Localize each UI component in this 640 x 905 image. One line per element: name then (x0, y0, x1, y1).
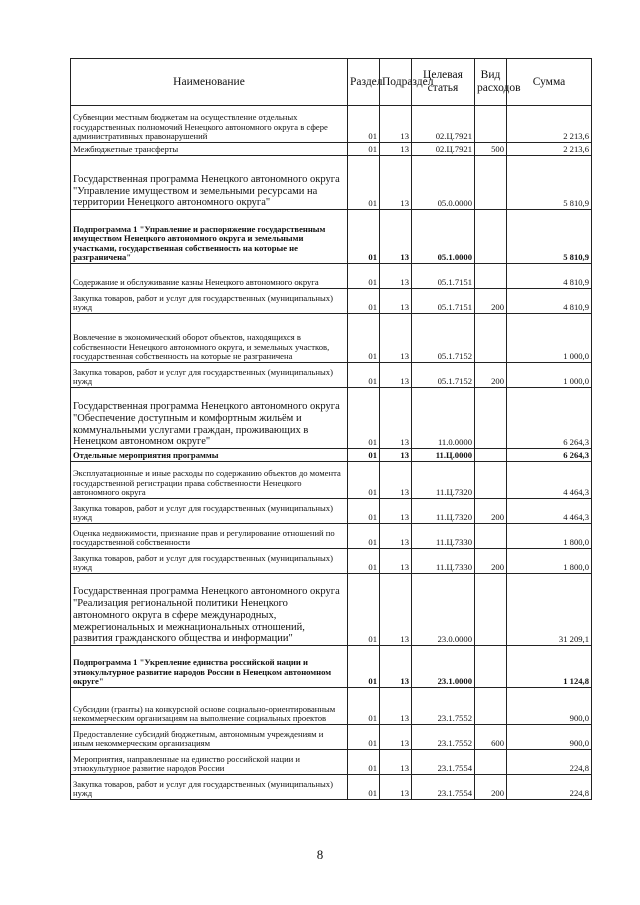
row-razdel: 01 (348, 524, 380, 549)
row-vid (475, 688, 507, 725)
row-cel: 05.1.0000 (412, 210, 475, 264)
row-vid (475, 156, 507, 210)
row-vid: 200 (475, 775, 507, 800)
row-name: Субсидии (гранты) на конкурсной основе социально-ориентированным некоммерческим организациям на выполнение социальных проектов (71, 688, 348, 725)
row-summa: 5 810,9 (507, 210, 592, 264)
row-summa: 2 213,6 (507, 106, 592, 143)
row-vid (475, 314, 507, 363)
row-cel: 02.Ц.7921 (412, 143, 475, 156)
row-vid (475, 574, 507, 646)
row-podrazdel: 13 (380, 775, 412, 800)
row-name: Закупка товаров, работ и услуг для государственных (муниципальных) нужд (71, 775, 348, 800)
table-row (71, 750, 592, 775)
row-cel: 11.Ц.7330 (412, 549, 475, 574)
row-vid: 200 (475, 549, 507, 574)
row-summa: 4 810,9 (507, 264, 592, 289)
row-summa: 6 264,3 (507, 449, 592, 462)
row-name: Подпрограмма 1 "Управление и распоряжение государственным имуществом Ненецкого автономного округа и земельными участками, государственная собственность на которые не разграничена" (71, 210, 348, 264)
table-row (71, 156, 592, 210)
row-name: Отдельные мероприятия программы (71, 449, 348, 462)
table-row (71, 725, 592, 750)
row-name: Содержание и обслуживание казны Ненецкого автономного округа (71, 264, 348, 289)
table-row (71, 143, 592, 156)
row-razdel: 01 (348, 314, 380, 363)
row-name: Закупка товаров, работ и услуг для государственных (муниципальных) нужд (71, 363, 348, 388)
row-razdel: 01 (348, 388, 380, 449)
row-razdel: 01 (348, 143, 380, 156)
row-name: Закупка товаров, работ и услуг для государственных (муниципальных) нужд (71, 499, 348, 524)
row-cel: 05.1.7152 (412, 314, 475, 363)
row-cel: 11.Ц.7330 (412, 524, 475, 549)
row-name: Мероприятия, направленные на единство российской нации и этнокультурное развитие народов России (71, 750, 348, 775)
header-podrazdel: Подраздел (380, 59, 412, 106)
row-vid (475, 388, 507, 449)
row-summa: 900,0 (507, 725, 592, 750)
row-name: Государственная программа Ненецкого автономного округа "Реализация региональной политики Ненецкого автономного округа в сфере международных, межрегиональных и межнациональных отношений, развития гражданского общества и информации" (71, 574, 348, 646)
row-razdel: 01 (348, 725, 380, 750)
row-name: Межбюджетные трансферты (71, 143, 348, 156)
row-cel: 23.1.7554 (412, 775, 475, 800)
row-podrazdel: 13 (380, 314, 412, 363)
row-podrazdel: 13 (380, 462, 412, 499)
table-row (71, 264, 592, 289)
row-name: Подпрограмма 1 "Укрепление единства российской нации и этнокультурное развитие народов России в Ненецком автономном округе" (71, 646, 348, 688)
table-row (71, 388, 592, 449)
table-row (71, 462, 592, 499)
row-razdel: 01 (348, 289, 380, 314)
header-vid: Вид расходов (475, 59, 507, 106)
row-podrazdel: 13 (380, 688, 412, 725)
table-row (71, 688, 592, 725)
table-header-row (71, 59, 592, 106)
row-vid (475, 750, 507, 775)
row-vid: 200 (475, 289, 507, 314)
row-podrazdel: 13 (380, 574, 412, 646)
row-podrazdel: 13 (380, 449, 412, 462)
row-razdel: 01 (348, 156, 380, 210)
row-razdel: 01 (348, 106, 380, 143)
table-row (71, 289, 592, 314)
row-cel: 23.1.7552 (412, 725, 475, 750)
row-summa: 1 000,0 (507, 363, 592, 388)
row-podrazdel: 13 (380, 646, 412, 688)
row-summa: 2 213,6 (507, 143, 592, 156)
row-vid: 500 (475, 143, 507, 156)
row-cel: 23.1.7554 (412, 750, 475, 775)
row-podrazdel: 13 (380, 363, 412, 388)
row-name: Вовлечение в экономический оборот объектов, находящихся в собственности Ненецкого автономного округа, и земельных участков, государственная собственность на которые не разграничена (71, 314, 348, 363)
header-razdel: Раздел (348, 59, 380, 106)
row-razdel: 01 (348, 499, 380, 524)
row-razdel: 01 (348, 363, 380, 388)
row-cel: 11.Ц.7320 (412, 462, 475, 499)
row-podrazdel: 13 (380, 549, 412, 574)
row-podrazdel: 13 (380, 210, 412, 264)
row-summa: 224,8 (507, 750, 592, 775)
row-razdel: 01 (348, 775, 380, 800)
table-row (71, 775, 592, 800)
row-cel: 05.0.0000 (412, 156, 475, 210)
row-razdel: 01 (348, 750, 380, 775)
row-summa: 31 209,1 (507, 574, 592, 646)
row-cel: 23.1.7552 (412, 688, 475, 725)
row-summa: 900,0 (507, 688, 592, 725)
row-podrazdel: 13 (380, 156, 412, 210)
header-cel: Целевая статья (412, 59, 475, 106)
row-razdel: 01 (348, 574, 380, 646)
row-summa: 224,8 (507, 775, 592, 800)
table-row (71, 210, 592, 264)
row-summa: 1 124,8 (507, 646, 592, 688)
row-podrazdel: 13 (380, 143, 412, 156)
row-vid (475, 646, 507, 688)
row-name: Государственная программа Ненецкого автономного округа "Управление имуществом и земельными ресурсами на территории Ненецкого автономного округа" (71, 156, 348, 210)
row-summa: 1 800,0 (507, 524, 592, 549)
table-row (71, 646, 592, 688)
row-cel: 05.1.7151 (412, 264, 475, 289)
row-cel: 11.Ц.7320 (412, 499, 475, 524)
row-vid (475, 449, 507, 462)
row-vid (475, 106, 507, 143)
row-vid (475, 524, 507, 549)
row-vid: 200 (475, 499, 507, 524)
row-podrazdel: 13 (380, 106, 412, 143)
row-podrazdel: 13 (380, 264, 412, 289)
row-razdel: 01 (348, 210, 380, 264)
page-number: 8 (316, 847, 324, 862)
row-razdel: 01 (348, 688, 380, 725)
row-summa: 4 810,9 (507, 289, 592, 314)
row-name: Предоставление субсидий бюджетным, автономным учреждениям и иным некоммерческим организациям (71, 725, 348, 750)
table-row (71, 574, 592, 646)
row-vid (475, 264, 507, 289)
table-row (71, 363, 592, 388)
row-cel: 23.0.0000 (412, 574, 475, 646)
row-cel: 11.Ц.0000 (412, 449, 475, 462)
header-summa: Сумма (507, 59, 592, 106)
row-vid: 600 (475, 725, 507, 750)
row-razdel: 01 (348, 646, 380, 688)
row-summa: 4 464,3 (507, 499, 592, 524)
row-cel: 05.1.7151 (412, 289, 475, 314)
row-podrazdel: 13 (380, 524, 412, 549)
table-row (71, 449, 592, 462)
row-summa: 6 264,3 (507, 388, 592, 449)
row-cel: 05.1.7152 (412, 363, 475, 388)
row-podrazdel: 13 (380, 289, 412, 314)
row-vid (475, 210, 507, 264)
row-name: Оценка недвижимости, признание прав и регулирование отношений по государственной собственности (71, 524, 348, 549)
header-name: Наименование (71, 59, 348, 106)
row-cel: 02.Ц.7921 (412, 106, 475, 143)
row-cel: 23.1.0000 (412, 646, 475, 688)
row-vid (475, 462, 507, 499)
budget-table (70, 58, 592, 800)
row-vid: 200 (475, 363, 507, 388)
row-podrazdel: 13 (380, 499, 412, 524)
row-razdel: 01 (348, 449, 380, 462)
table-row (71, 106, 592, 143)
table-row (71, 314, 592, 363)
row-razdel: 01 (348, 549, 380, 574)
table-row (71, 499, 592, 524)
row-name: Государственная программа Ненецкого автономного округа "Обеспечение доступным и комфортным жильём и коммунальными услугами граждан, проживающих в Ненецком автономном округе" (71, 388, 348, 449)
table-row (71, 524, 592, 549)
table-row (71, 549, 592, 574)
table-body (71, 106, 592, 800)
row-summa: 1 800,0 (507, 549, 592, 574)
row-name: Закупка товаров, работ и услуг для государственных (муниципальных) нужд (71, 549, 348, 574)
row-name: Эксплуатационные и иные расходы по содержанию объектов до момента государственной регистрации права собственности Ненецкого автономного округа (71, 462, 348, 499)
row-name: Субвенции местным бюджетам на осуществление отдельных государственных полномочий Ненецкого автономного округа в сфере административных правонарушений (71, 106, 348, 143)
row-podrazdel: 13 (380, 750, 412, 775)
row-summa: 5 810,9 (507, 156, 592, 210)
row-razdel: 01 (348, 264, 380, 289)
row-podrazdel: 13 (380, 725, 412, 750)
row-cel: 11.0.0000 (412, 388, 475, 449)
row-summa: 1 000,0 (507, 314, 592, 363)
row-name: Закупка товаров, работ и услуг для государственных (муниципальных) нужд (71, 289, 348, 314)
row-razdel: 01 (348, 462, 380, 499)
row-podrazdel: 13 (380, 388, 412, 449)
row-summa: 4 464,3 (507, 462, 592, 499)
